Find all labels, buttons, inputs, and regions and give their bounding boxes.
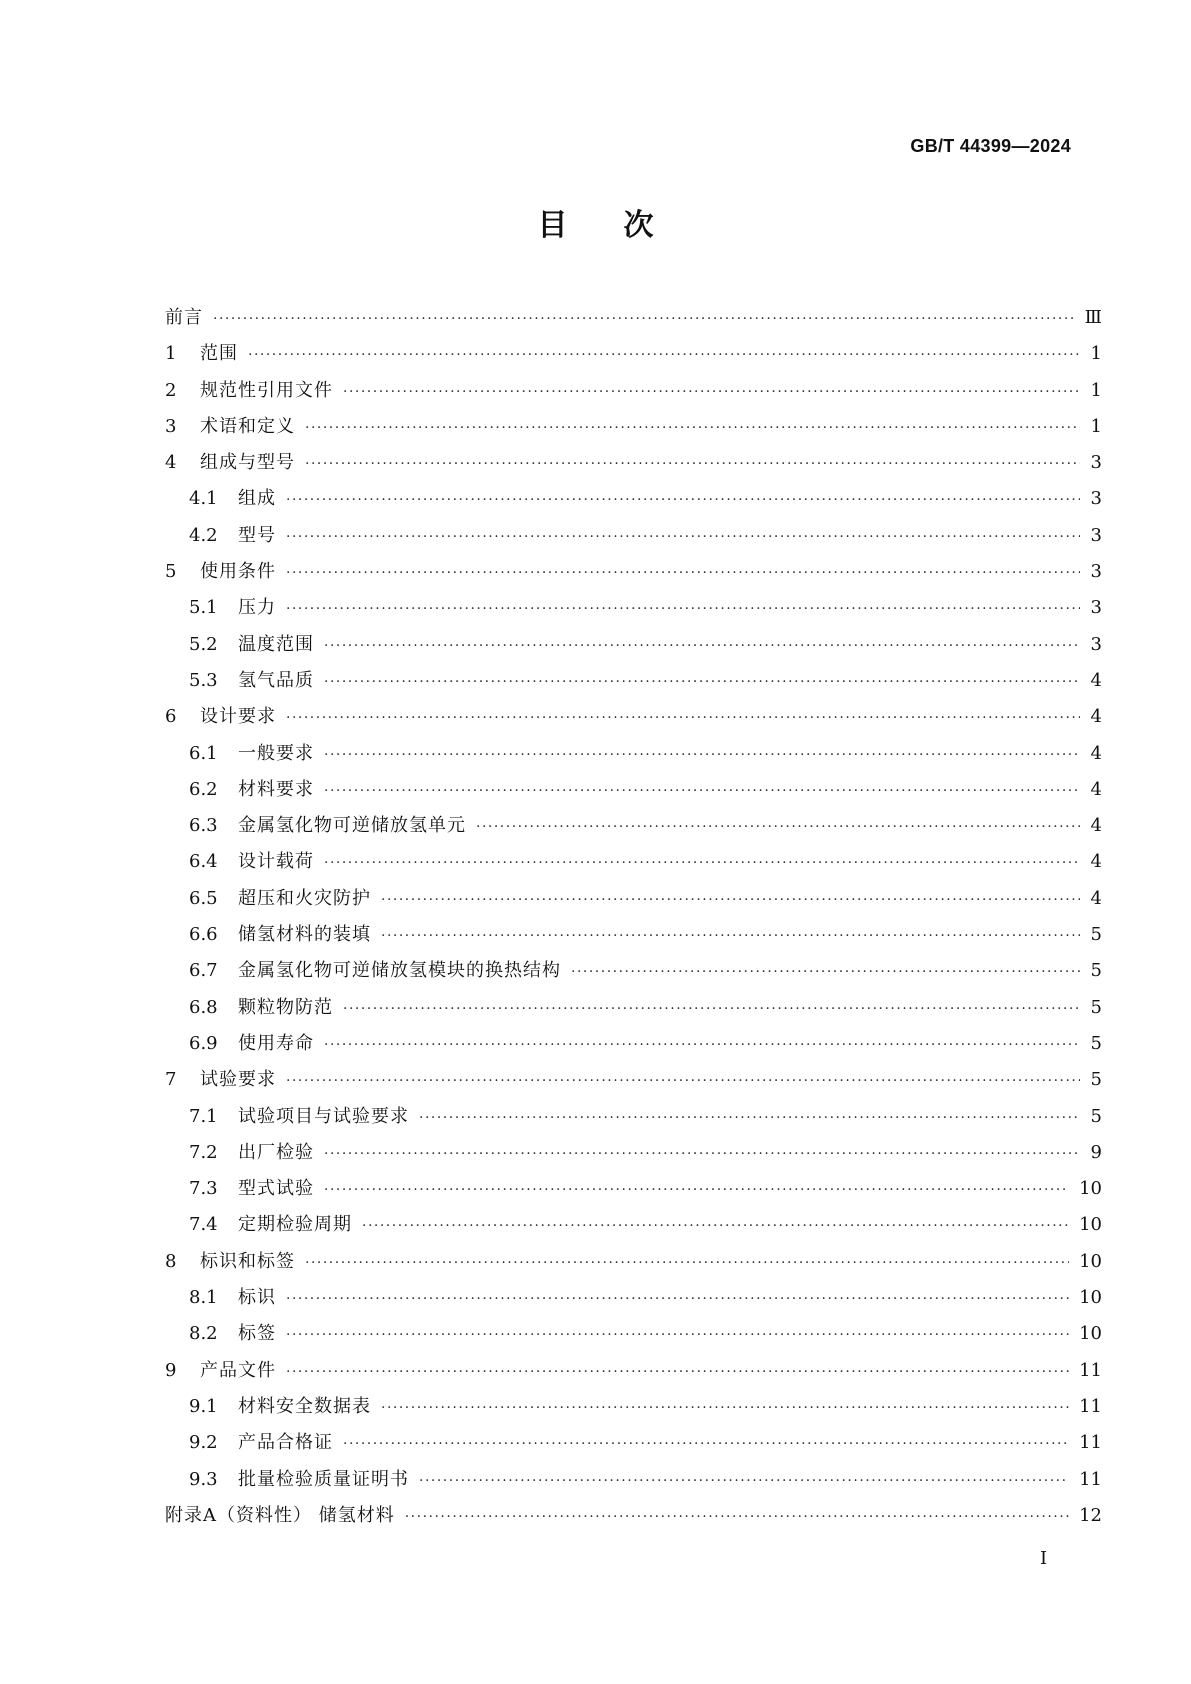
toc-entry-number: 6.1	[189, 742, 218, 764]
dot-leader	[343, 991, 1080, 1027]
toc-entry-label: 附录A（资料性） 储氢材料	[165, 1504, 395, 1526]
toc-entry-number: 9.2	[189, 1432, 218, 1454]
dot-leader	[286, 1281, 1069, 1317]
toc-entry[interactable]	[165, 772, 1102, 808]
dot-leader	[305, 410, 1080, 446]
toc-entry[interactable]	[165, 881, 1102, 917]
toc-entry-label: 组成	[238, 488, 276, 510]
dot-leader	[324, 737, 1080, 773]
toc-entry-page: 5	[1090, 924, 1102, 946]
dot-leader	[213, 301, 1075, 337]
toc-entry-page: 10	[1079, 1323, 1102, 1345]
dot-leader	[381, 918, 1080, 954]
toc-entry-number: 6.4	[189, 851, 218, 873]
dot-leader	[476, 809, 1080, 845]
toc-entry[interactable]	[165, 1389, 1102, 1425]
toc-entry[interactable]	[165, 1280, 1102, 1316]
toc-entry[interactable]	[165, 1353, 1102, 1389]
toc-entry-page: 4	[1090, 851, 1102, 873]
toc-entry[interactable]	[165, 1026, 1102, 1062]
toc-entry-label: 组成与型号	[200, 452, 295, 474]
page-number: I	[1040, 1548, 1048, 1569]
toc-entry-label: 批量检验质量证明书	[238, 1468, 409, 1490]
toc-entry-label: 试验项目与试验要求	[238, 1105, 409, 1127]
toc-entry-label: 储氢材料的装填	[238, 924, 371, 946]
toc-entry-number: 6.3	[189, 815, 218, 837]
toc-entry[interactable]	[165, 300, 1102, 336]
toc-entry-page: 10	[1079, 1287, 1102, 1309]
toc-entry-page: 5	[1090, 996, 1102, 1018]
toc-entry[interactable]	[165, 518, 1102, 554]
toc-entry-page: 1	[1090, 379, 1102, 401]
dot-leader	[405, 1499, 1069, 1535]
toc-entry-page: 11	[1079, 1359, 1102, 1381]
toc-entry[interactable]	[165, 1244, 1102, 1280]
dot-leader	[324, 845, 1080, 881]
toc-entry-number: 5.3	[189, 669, 218, 691]
toc-entry[interactable]	[165, 590, 1102, 626]
toc-entry[interactable]	[165, 1062, 1102, 1098]
toc-entry-label: 试验要求	[200, 1069, 276, 1091]
toc-entry-label: 温度范围	[238, 633, 314, 655]
toc-entry-number: 6.2	[189, 778, 218, 800]
toc-entry-label: 术语和定义	[200, 415, 295, 437]
dot-leader	[324, 664, 1080, 700]
dot-leader	[381, 1390, 1069, 1426]
toc-entry-label: 设计载荷	[238, 851, 314, 873]
toc-entry-label: 超压和火灾防护	[238, 887, 371, 909]
toc-entry-page: 10	[1079, 1178, 1102, 1200]
toc-entry-label: 材料要求	[238, 778, 314, 800]
toc-entry-number: 6.6	[189, 924, 218, 946]
toc-entry-page: 10	[1079, 1214, 1102, 1236]
toc-entry-number: 7.3	[189, 1178, 218, 1200]
toc-entry-label: 型式试验	[238, 1178, 314, 1200]
toc-entry-label: 使用寿命	[238, 1032, 314, 1054]
dot-leader	[362, 1208, 1069, 1244]
toc-entry-number: 8	[165, 1250, 177, 1272]
toc-entry-page: Ⅲ	[1084, 307, 1102, 328]
toc-entry-page: 4	[1090, 706, 1102, 728]
toc-entry[interactable]	[165, 808, 1102, 844]
toc-entry-label: 一般要求	[238, 742, 314, 764]
toc-entry-number: 4	[165, 452, 177, 474]
toc-entry-page: 1	[1090, 343, 1102, 365]
dot-leader	[286, 700, 1080, 736]
table-of-contents	[165, 300, 1102, 1534]
toc-entry-number: 7.2	[189, 1141, 218, 1163]
toc-entry[interactable]	[165, 736, 1102, 772]
toc-entry-page: 3	[1090, 561, 1102, 583]
toc-entry-label: 范围	[200, 343, 238, 365]
dot-leader	[286, 1317, 1069, 1353]
toc-entry-page: 1	[1090, 415, 1102, 437]
dot-leader	[343, 1426, 1069, 1462]
toc-entry[interactable]	[165, 663, 1102, 699]
dot-leader	[324, 1136, 1080, 1172]
toc-entry[interactable]	[165, 1462, 1102, 1498]
toc-entry-label: 颗粒物防范	[238, 996, 333, 1018]
toc-entry-number: 9.3	[189, 1468, 218, 1490]
toc-entry-number: 3	[165, 415, 177, 437]
toc-entry[interactable]	[165, 481, 1102, 517]
dot-leader	[324, 1172, 1069, 1208]
toc-entry-label: 氢气品质	[238, 669, 314, 691]
toc-entry[interactable]	[165, 1207, 1102, 1243]
toc-entry[interactable]	[165, 990, 1102, 1026]
toc-entry-page: 11	[1079, 1468, 1102, 1490]
toc-entry-page: 4	[1090, 887, 1102, 909]
dot-leader	[248, 337, 1080, 373]
toc-entry-label: 产品文件	[200, 1359, 276, 1381]
toc-entry-label: 前言	[165, 307, 203, 328]
title-char-2: 次	[623, 208, 654, 243]
toc-entry-page: 3	[1090, 633, 1102, 655]
toc-entry-number: 4.1	[189, 488, 218, 510]
dot-leader	[286, 591, 1080, 627]
toc-entry-page: 12	[1079, 1504, 1102, 1526]
dot-leader	[571, 954, 1080, 990]
toc-entry-number: 9.1	[189, 1395, 218, 1417]
dot-leader	[286, 482, 1080, 518]
toc-entry-number: 6.8	[189, 996, 218, 1018]
toc-entry-page: 11	[1079, 1432, 1102, 1454]
dot-leader	[286, 1354, 1069, 1390]
toc-entry-page: 5	[1090, 960, 1102, 982]
toc-entry-page: 4	[1090, 669, 1102, 691]
toc-entry-number: 8.2	[189, 1323, 218, 1345]
toc-entry-number: 7.1	[189, 1105, 218, 1127]
toc-entry-label: 金属氢化物可逆储放氢单元	[238, 815, 466, 837]
toc-entry-label: 设计要求	[200, 706, 276, 728]
toc-entry-number: 6.9	[189, 1032, 218, 1054]
toc-entry-number: 6.7	[189, 960, 218, 982]
dot-leader	[324, 773, 1080, 809]
dot-leader	[305, 446, 1080, 482]
toc-entry[interactable]	[165, 409, 1102, 445]
toc-entry[interactable]	[165, 445, 1102, 481]
toc-entry[interactable]	[165, 373, 1102, 409]
toc-entry-number: 4.2	[189, 524, 218, 546]
toc-entry-label: 标识	[238, 1287, 276, 1309]
toc-entry-label: 规范性引用文件	[200, 379, 333, 401]
toc-entry-page: 10	[1079, 1250, 1102, 1272]
toc-entry[interactable]	[165, 1316, 1102, 1352]
toc-entry-number: 6	[165, 706, 177, 728]
dot-leader	[343, 374, 1080, 410]
toc-entry-page: 5	[1090, 1069, 1102, 1091]
toc-entry-number: 5	[165, 561, 177, 583]
toc-entry-label: 使用条件	[200, 561, 276, 583]
dot-leader	[324, 628, 1080, 664]
dot-leader	[286, 1063, 1080, 1099]
toc-entry-page: 4	[1090, 778, 1102, 800]
toc-entry[interactable]	[165, 627, 1102, 663]
toc-entry[interactable]	[165, 953, 1102, 989]
toc-entry[interactable]	[165, 844, 1102, 880]
dot-leader	[286, 555, 1080, 591]
toc-entry-label: 压力	[238, 597, 276, 619]
toc-entry-number: 5.1	[189, 597, 218, 619]
dot-leader	[305, 1245, 1069, 1281]
title-char-1: 目	[537, 208, 568, 243]
toc-entry-label: 出厂检验	[238, 1141, 314, 1163]
toc-entry-page: 3	[1090, 597, 1102, 619]
toc-entry[interactable]	[165, 554, 1102, 590]
toc-entry-label: 定期检验周期	[238, 1214, 352, 1236]
dot-leader	[286, 519, 1080, 555]
toc-entry-page: 3	[1090, 524, 1102, 546]
toc-entry-number: 7.4	[189, 1214, 218, 1236]
toc-entry-number: 6.5	[189, 887, 218, 909]
toc-entry-number: 8.1	[189, 1287, 218, 1309]
toc-entry[interactable]	[165, 1498, 1102, 1534]
dot-leader	[419, 1463, 1069, 1499]
toc-entry-label: 型号	[238, 524, 276, 546]
standard-code: GB/T 44399—2024	[910, 136, 1071, 156]
dot-leader	[419, 1100, 1080, 1136]
toc-entry-number: 2	[165, 379, 177, 401]
toc-entry-label: 材料安全数据表	[238, 1395, 371, 1417]
toc-entry-label: 金属氢化物可逆储放氢模块的换热结构	[238, 960, 561, 982]
page-title	[0, 200, 1191, 244]
toc-entry[interactable]	[165, 1425, 1102, 1461]
toc-entry-page: 3	[1090, 488, 1102, 510]
toc-entry-number: 7	[165, 1069, 177, 1091]
toc-entry-label: 产品合格证	[238, 1432, 333, 1454]
toc-entry-label: 标签	[238, 1323, 276, 1345]
toc-entry-page: 5	[1090, 1105, 1102, 1127]
toc-entry-page: 3	[1090, 452, 1102, 474]
toc-entry-label: 标识和标签	[200, 1250, 295, 1272]
toc-entry-page: 4	[1090, 815, 1102, 837]
toc-entry[interactable]	[165, 917, 1102, 953]
toc-entry[interactable]	[165, 1171, 1102, 1207]
toc-entry-number: 1	[165, 343, 177, 365]
toc-entry-page: 11	[1079, 1395, 1102, 1417]
toc-entry-number: 5.2	[189, 633, 218, 655]
toc-entry-page: 5	[1090, 1032, 1102, 1054]
toc-entry[interactable]	[165, 336, 1102, 372]
toc-entry[interactable]	[165, 1135, 1102, 1171]
toc-entry[interactable]	[165, 1099, 1102, 1135]
dot-leader	[324, 1027, 1080, 1063]
toc-entry-page: 4	[1090, 742, 1102, 764]
toc-entry-page: 9	[1090, 1141, 1102, 1163]
toc-entry-number: 9	[165, 1359, 177, 1381]
toc-entry[interactable]	[165, 699, 1102, 735]
dot-leader	[381, 882, 1080, 918]
